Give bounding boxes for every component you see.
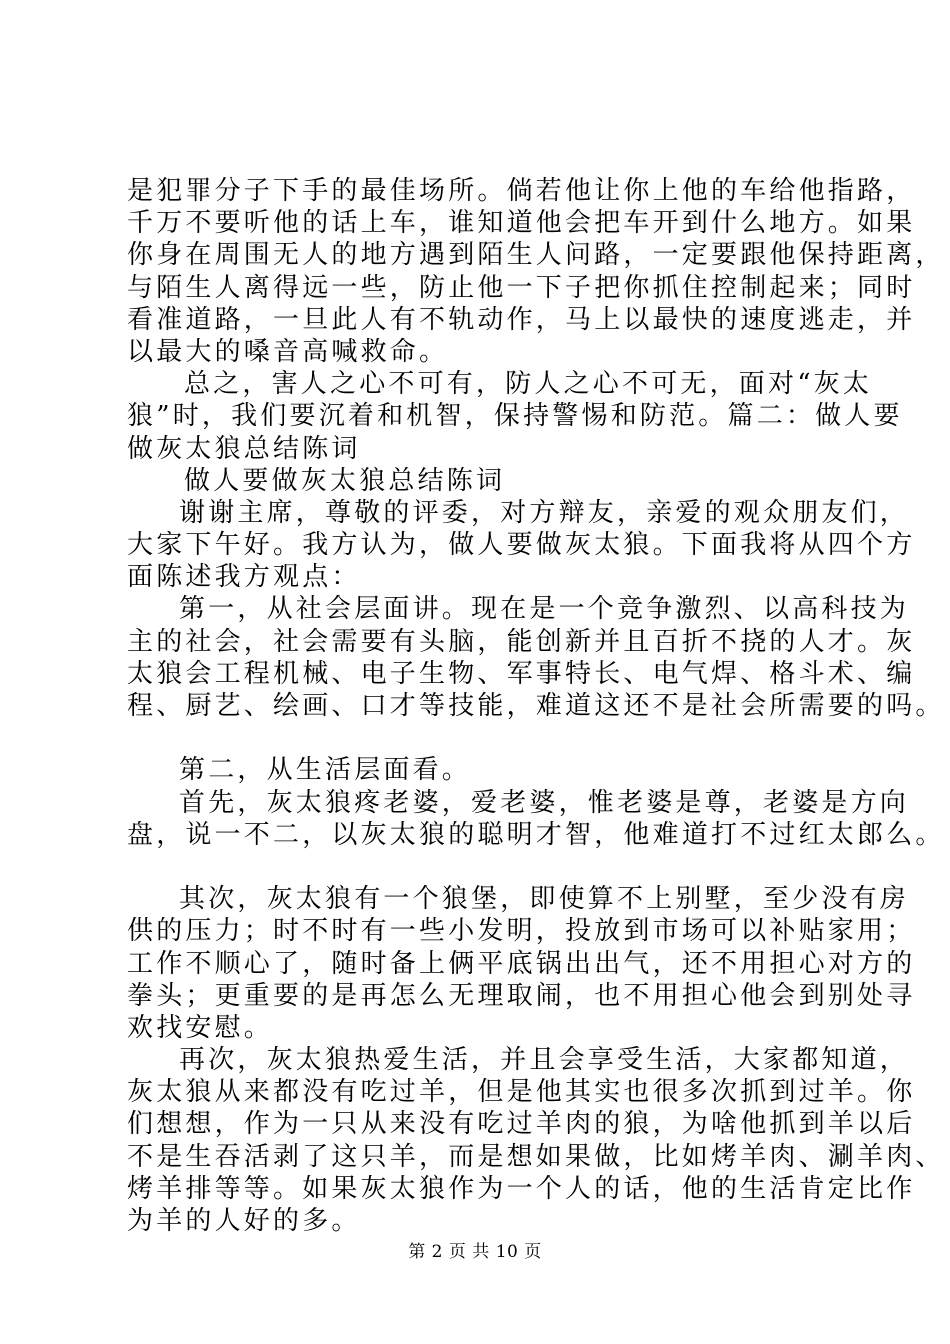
text-line: 拳头；更重要的是再怎么无理取闹，也不用担心他会到别处寻 bbox=[127, 980, 916, 1011]
text-line: 千万不要听他的话上车，谁知道他会把车开到什么地方。如果 bbox=[127, 208, 916, 239]
text-line: 们想想，作为一只从来没有吃过羊肉的狼，为啥他抓到羊以后 bbox=[127, 1109, 916, 1140]
text-line: 与陌生人离得远一些，防止他一下子把你抓住控制起来；同时 bbox=[127, 272, 916, 303]
page-number: 第 2 页 共 10 页 bbox=[408, 1242, 542, 1262]
text-line: 做灰太狼总结陈词 bbox=[127, 433, 361, 464]
text-line: 狼”时，我们要沉着和机智，保持警惕和防范。篇二：做人要 bbox=[127, 401, 903, 432]
text-line: 程、厨艺、绘画、口才等技能，难道这还不是社会所需要的吗。 bbox=[127, 691, 945, 721]
text-line: 灰太狼从来都没有吃过羊，但是他其实也很多次抓到过羊。你 bbox=[127, 1077, 916, 1108]
text-line: 面陈述我方观点： bbox=[127, 562, 361, 593]
text-line: 大家下午好。我方认为，做人要做灰太狼。下面我将从四个方 bbox=[127, 530, 916, 561]
paragraph-gap bbox=[127, 851, 847, 883]
text-line: 第二，从生活层面看。 bbox=[179, 755, 472, 786]
text-line: 盘，说一不二，以灰太狼的聪明才智，他难道打不过红太郎么。 bbox=[127, 819, 945, 850]
page-footer bbox=[0, 1240, 950, 1264]
text-line: 其次，灰太狼有一个狼堡，即使算不上别墅，至少没有房 bbox=[179, 884, 910, 915]
text-line: 看准道路，一旦此人有不轨动作，马上以最快的速度逃走，并 bbox=[127, 304, 916, 335]
text-line: 是犯罪分子下手的最佳场所。倘若他让你上他的车给他指路， bbox=[127, 176, 916, 206]
text-line: 工作不顺心了，随时备上俩平底锅出出气，还不用担心对方的 bbox=[127, 948, 916, 979]
text-line: 烤羊排等等。如果灰太狼作为一个人的话，他的生活肯定比作 bbox=[127, 1173, 916, 1204]
text-line: 供的压力；时不时有一些小发明，投放到市场可以补贴家用； bbox=[127, 916, 916, 947]
text-line: 不是生吞活剥了这只羊，而是想如果做，比如烤羊肉、涮羊肉、 bbox=[127, 1141, 945, 1172]
text-line: 谢谢主席，尊敬的评委，对方辩友，亲爱的观众朋友们， bbox=[179, 497, 910, 528]
body-text bbox=[127, 175, 945, 1237]
text-line: 再次，灰太狼热爱生活，并且会享受生活，大家都知道， bbox=[179, 1045, 910, 1076]
text-line: 第一，从社会层面讲。现在是一个竞争激烈、以高科技为 bbox=[179, 594, 910, 625]
text-line: 你身在周围无人的地方遇到陌生人问路，一定要跟他保持距离， bbox=[127, 240, 945, 271]
paragraph-gap bbox=[127, 722, 847, 754]
text-line: 首先，灰太狼疼老婆，爱老婆，惟老婆是尊，老婆是方向 bbox=[179, 787, 910, 818]
text-line: 为羊的人好的多。 bbox=[127, 1206, 361, 1236]
text-line: 欢找安慰。 bbox=[127, 1012, 274, 1043]
text-line: 以最大的嗓音高喊救命。 bbox=[127, 336, 449, 367]
text-line: 主的社会，社会需要有头脑，能创新并且百折不挠的人才。灰 bbox=[127, 626, 916, 657]
section-heading: 做人要做灰太狼总结陈词 bbox=[184, 465, 506, 496]
text-line: 总之，害人之心不可有，防人之心不可无，面对“灰太 bbox=[184, 369, 873, 400]
text-line: 太狼会工程机械、电子生物、军事特长、电气焊、格斗术、编 bbox=[127, 658, 916, 689]
